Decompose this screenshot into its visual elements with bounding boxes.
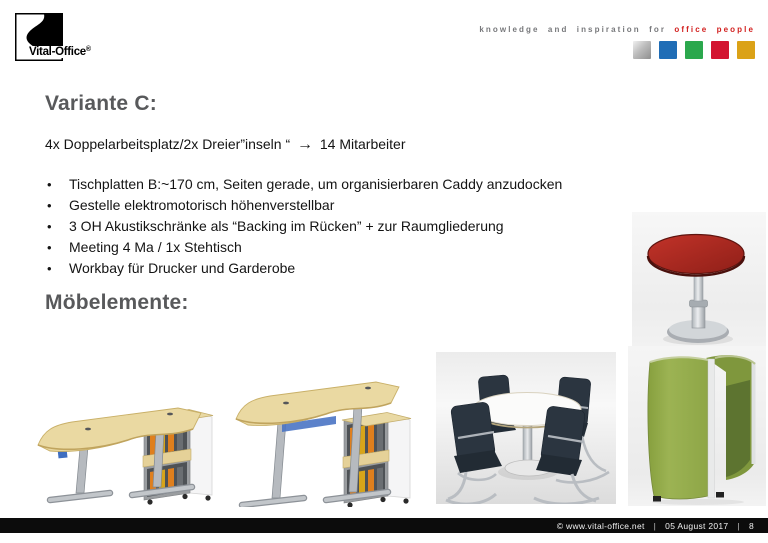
section-subtitle: Möbelemente: — [45, 291, 189, 314]
bullet-text: Tischplatten B:~170 cm, Seiten gerade, um organisierbaren Caddy anzudocken — [69, 176, 563, 192]
bullet-marker: • — [47, 198, 52, 213]
vital-office-logo — [15, 13, 110, 65]
registered-mark: ® — [85, 46, 91, 53]
standing-table-illustration — [632, 212, 766, 348]
bullet-text: Meeting 4 Ma / 1x Stehtisch — [69, 239, 242, 255]
bullet-marker: • — [47, 177, 52, 192]
brand-color-squares — [633, 41, 755, 59]
bullet-item — [47, 258, 707, 279]
workbay-illustration — [628, 346, 766, 506]
figure-desk-caddy-high — [226, 350, 414, 507]
footer-page-number: 8 — [748, 520, 754, 531]
tagline-red-part: office people — [674, 25, 755, 34]
brand-square-green — [685, 41, 703, 59]
bullet-text: Gestelle elektromotorisch höhenverstellbar — [69, 197, 335, 213]
logo-name: Vital-Office — [29, 46, 86, 58]
figure-desk-caddy-low — [30, 352, 218, 505]
desk-caddy-high-illustration — [226, 350, 414, 507]
bullet-text: 3 OH Akustikschränke als “Backing im Rücken” + zur Raumgliederung — [69, 218, 504, 234]
bullet-item — [47, 237, 707, 258]
brand-square-silver — [633, 41, 651, 59]
desk-caddy-low-illustration — [30, 352, 218, 505]
intro-line — [45, 136, 405, 154]
bullet-marker: • — [47, 219, 52, 234]
footer-bar — [0, 518, 768, 533]
brand-square-blue — [659, 41, 677, 59]
tagline-gray-part: knowledge and inspiration for — [479, 25, 667, 34]
arrow-right-icon: → — [297, 136, 313, 153]
intro-text: 4x Doppelarbeitsplatz/2x Dreier”inseln “ — [45, 136, 291, 152]
bullet-text: Workbay für Drucker und Garderobe — [69, 260, 296, 276]
logo-wordmark — [28, 46, 93, 58]
meeting-table-illustration — [436, 352, 616, 504]
tagline — [479, 25, 755, 34]
brand-square-red — [711, 41, 729, 59]
bullet-list — [47, 174, 707, 279]
bullet-marker: • — [47, 261, 52, 276]
slide-title: Variante C: — [45, 92, 157, 115]
intro-result: 14 Mitarbeiter — [319, 136, 406, 152]
footer-site: © www.vital-office.net — [556, 520, 645, 531]
figure-meeting-table — [436, 352, 616, 504]
brand-square-gold — [737, 41, 755, 59]
footer-date: 05 August 2017 — [665, 520, 729, 531]
figure-workbay — [628, 346, 766, 506]
figure-standing-table — [632, 212, 766, 348]
bullet-marker: • — [47, 240, 52, 255]
footer-separator: | — [653, 520, 657, 531]
footer-separator: | — [737, 520, 740, 531]
bullet-item — [47, 174, 707, 195]
bullet-item — [47, 216, 707, 237]
bullet-item — [47, 195, 707, 216]
